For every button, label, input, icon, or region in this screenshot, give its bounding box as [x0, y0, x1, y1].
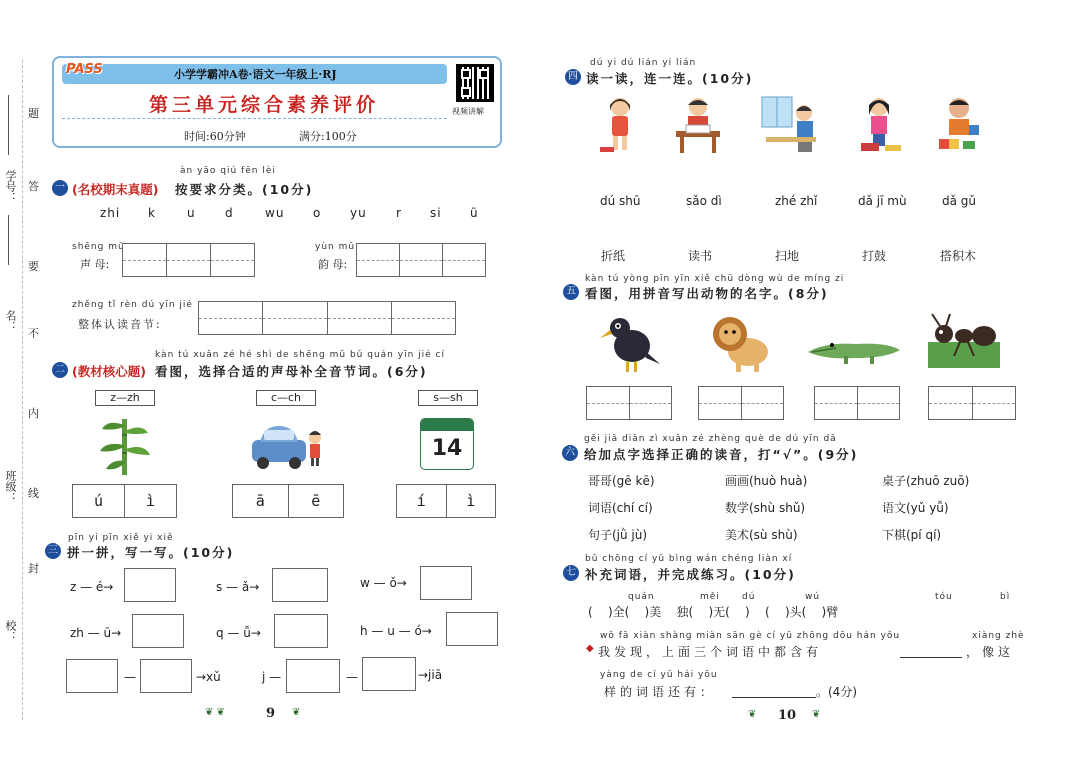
- s3-prompt: s — ǎ→: [216, 580, 260, 594]
- blank-pinyin: dú: [742, 592, 756, 602]
- syllable: d: [225, 206, 234, 220]
- s3-answer-box[interactable]: [274, 614, 328, 648]
- class-label: 班级：: [4, 470, 17, 503]
- answer-blank[interactable]: [732, 697, 816, 698]
- sprout-icon: ❦: [812, 709, 821, 720]
- margin-label: 答: [28, 180, 39, 193]
- bamboo-image: [100, 415, 150, 477]
- reading-choice[interactable]: 语文(yǔ yǚ): [882, 501, 949, 515]
- s7-pinyin: bǔ chōng cí yǔ bìng wán chéng liàn xí: [585, 554, 793, 564]
- pair-label: c—ch: [256, 390, 316, 406]
- qr-code-icon[interactable]: [456, 64, 494, 102]
- yunmu-label: 韵 母:: [318, 258, 348, 271]
- s3-prompt: q — ǚ→: [216, 626, 261, 640]
- reading-choice[interactable]: 下棋(pí qí): [882, 528, 942, 542]
- question-text: ，像这: [966, 645, 1015, 659]
- reading-choice[interactable]: 美术(sù shù): [725, 528, 798, 542]
- s5-pinyin: kàn tú yòng pīn yīn xiě chū dòng wù de míng zi: [585, 274, 845, 284]
- school-label: 校：: [4, 620, 17, 642]
- blank-pinyin: quán: [628, 592, 655, 602]
- s1-tag: (名校期末真题): [72, 182, 159, 197]
- student-id-blank[interactable]: [8, 215, 9, 265]
- page-number-right: 10: [778, 708, 797, 723]
- s1-pinyin: àn yāo qiú fēn lèi: [180, 166, 276, 176]
- section-number: 七: [563, 565, 579, 581]
- margin-blank[interactable]: [8, 95, 9, 155]
- s3-answer-box[interactable]: [362, 657, 416, 691]
- answer-blank[interactable]: [900, 657, 962, 658]
- question-pinyin: yàng de cí yǔ hái yǒu: [600, 670, 718, 680]
- s3-answer-box[interactable]: [420, 566, 472, 600]
- word-pinyin: dǎ jī mù: [858, 194, 907, 208]
- s3-answer-box[interactable]: [66, 659, 118, 693]
- syllable: o: [313, 206, 322, 220]
- margin-label: 线: [28, 487, 39, 500]
- tone-cell[interactable]: ā: [233, 485, 289, 517]
- margin-label: 要: [28, 260, 39, 273]
- score-label: 满分:100分: [299, 130, 357, 143]
- zhengti-pinyin: zhěng tǐ rèn dú yīn jié: [72, 300, 193, 310]
- s2-tag: (教材核心题): [72, 364, 146, 379]
- reading-choice[interactable]: 桌子(zhuō zuō): [882, 474, 970, 488]
- s3-prompt: z — é→: [70, 580, 114, 594]
- girl-folding-paper-image: [598, 95, 644, 155]
- tone-answer-box[interactable]: [232, 484, 344, 518]
- section-number: 一: [52, 180, 68, 196]
- blank-pinyin: wú: [805, 592, 821, 602]
- left-margin: [0, 0, 50, 763]
- reading-choice[interactable]: 词语(chí cí): [588, 501, 653, 515]
- crow-image: [600, 310, 660, 375]
- header-card: [52, 56, 502, 148]
- zhengti-answer-grid[interactable]: [198, 301, 456, 335]
- tone-answer-box[interactable]: [72, 484, 177, 518]
- question-text: 样的词语还有：: [604, 685, 717, 699]
- s3-prompt: h — u — ó→: [360, 624, 432, 638]
- lion-image: [706, 310, 774, 375]
- girl-sweeping-image: [760, 95, 822, 155]
- shengmu-label: 声 母:: [80, 258, 110, 271]
- section-number: 五: [563, 284, 579, 300]
- s5-title: 看图，用拼音写出动物的名字。(8分): [585, 286, 829, 301]
- dash: —: [346, 670, 358, 684]
- s3-answer-box[interactable]: [272, 568, 328, 602]
- s6-pinyin: gěi jiā diǎn zì xuǎn zé zhèng què de dú yīn dǎ: [584, 434, 837, 444]
- s4-title: 读一读，连一连。(10分): [586, 71, 754, 86]
- reading-choice[interactable]: 数学(shù shǔ): [725, 501, 806, 515]
- pair-label: z—zh: [95, 390, 155, 406]
- shengmu-answer-grid[interactable]: [122, 243, 255, 277]
- word-hanzi: 折纸: [601, 249, 626, 263]
- s6-title: 给加点字选择正确的读音，打“√”。(9分): [584, 447, 859, 462]
- reading-choice[interactable]: 哥哥(gē kē): [588, 474, 655, 488]
- time-label: 时间:60分钟: [184, 130, 246, 143]
- word-pinyin: zhé zhǐ: [775, 194, 818, 208]
- zhengti-label: 整体认读音节:: [78, 318, 162, 331]
- dash: —: [124, 670, 136, 684]
- fold-line: [22, 60, 23, 720]
- girl-drumming-image: [855, 95, 907, 155]
- word-pinyin: dú shū: [600, 194, 641, 208]
- section-number: 二: [52, 362, 68, 378]
- s3-answer-box[interactable]: [124, 568, 176, 602]
- word-pinyin: dǎ gǔ: [942, 194, 977, 208]
- sprout-icon: ❦: [748, 709, 757, 720]
- margin-label: 不: [28, 327, 39, 340]
- syllable: zhi: [100, 206, 121, 220]
- diamond-icon: ◆: [586, 643, 594, 654]
- student-id-label: 学号：: [4, 170, 17, 203]
- margin-label: 内: [28, 407, 39, 420]
- reading-choice[interactable]: 画画(huò huà): [725, 474, 808, 488]
- s3-title: 拼一拼，写一写。(10分): [67, 545, 235, 560]
- word-hanzi: 读书: [688, 249, 713, 263]
- word-hanzi: 搭积木: [940, 249, 977, 263]
- sprout-icon: ❦ ❦: [205, 707, 225, 718]
- syllable: ü: [470, 206, 479, 220]
- blank-pinyin: měi: [700, 592, 720, 602]
- question-text: 。(4分): [816, 685, 857, 699]
- animal-answer-grid[interactable]: [814, 386, 900, 420]
- name-label: 名：: [4, 310, 17, 332]
- syllable: u: [187, 206, 196, 220]
- boy-reading-image: [670, 95, 726, 155]
- yunmu-answer-grid[interactable]: [356, 243, 486, 277]
- s3-answer-box[interactable]: [140, 659, 192, 693]
- animal-answer-grid[interactable]: [586, 386, 672, 420]
- s3-answer-box[interactable]: [446, 612, 498, 646]
- syllable: r: [396, 206, 402, 220]
- syllable: k: [148, 206, 156, 220]
- tone-cell[interactable]: ú: [73, 485, 125, 517]
- word-pinyin: sǎo dì: [686, 194, 722, 208]
- calendar-icon: [420, 418, 474, 470]
- qr-caption: 视频讲解: [452, 107, 484, 116]
- question-pinyin: wǒ fā xiàn shàng miàn sān gè cí yǔ zhōng dōu hán yǒu: [600, 631, 901, 641]
- margin-label: 题: [28, 107, 39, 120]
- s3-result: →xǔ: [196, 670, 221, 684]
- page-number-left: 9: [266, 706, 276, 721]
- s3-prompt: zh — ū→: [70, 626, 122, 640]
- tone-cell[interactable]: ì: [145, 492, 156, 510]
- section-number: 四: [565, 69, 581, 85]
- question-text: 我发现，上面三个词语中都含有: [598, 645, 823, 659]
- tone-cell[interactable]: í: [397, 485, 447, 517]
- pair-label: s—sh: [418, 390, 478, 406]
- s3-result: →jiā: [418, 668, 443, 682]
- ant-image: [928, 312, 1000, 368]
- s1-title: 按要求分类。(10分): [175, 182, 314, 197]
- s3-pinyin: pīn yi pīn xiě yi xiě: [68, 533, 174, 543]
- shengmu-pinyin: shēng mǔ: [72, 242, 125, 252]
- s7-title: 补充词语，并完成练习。(10分): [585, 567, 796, 582]
- crocodile-image: [806, 330, 902, 370]
- syllable: si: [430, 206, 442, 220]
- tone-answer-box[interactable]: [396, 484, 496, 518]
- section-number: 三: [45, 543, 61, 559]
- idiom-blanks[interactable]: ( )全( )美 独( )无( ) ( )头( )臂: [588, 605, 839, 619]
- word-hanzi: 扫地: [775, 249, 800, 263]
- s2-title: 看图，选择合适的声母补全音节词。(6分): [155, 364, 428, 379]
- s3-prompt: w — ǒ→: [360, 576, 407, 590]
- s3-prompt: j —: [262, 670, 282, 684]
- divider: [62, 118, 447, 119]
- s4-pinyin: dú yi dú lián yi lián: [590, 58, 697, 68]
- boy-building-blocks-image: [933, 95, 989, 155]
- sprout-icon: ❦: [292, 707, 301, 718]
- s3-answer-box[interactable]: [132, 614, 184, 648]
- tone-cell[interactable]: ē: [311, 492, 321, 510]
- syllable: wu: [265, 206, 285, 220]
- s3-answer-box[interactable]: [286, 659, 340, 693]
- page-title: 第三单元综合素养评价: [149, 94, 380, 116]
- pass-logo: PASS: [66, 62, 103, 77]
- animal-answer-grid[interactable]: [928, 386, 1016, 420]
- syllable: yu: [350, 206, 367, 220]
- s2-pinyin: kàn tú xuǎn zé hé shì de shēng mǔ bǔ quán yīn jié cí: [155, 350, 445, 360]
- question-pinyin: xiàng zhè: [972, 631, 1025, 641]
- calendar-date: 14: [431, 436, 463, 461]
- yunmu-pinyin: yùn mǔ: [315, 242, 356, 252]
- word-hanzi: 打鼓: [862, 249, 887, 263]
- animal-answer-grid[interactable]: [698, 386, 784, 420]
- reading-choice[interactable]: 句子(jǜ jù): [588, 528, 648, 542]
- series-label: 小学学霸冲A卷·语文一年级上·RJ: [174, 68, 337, 81]
- margin-label: 封: [28, 562, 39, 575]
- car-image: [248, 420, 328, 472]
- tone-cell[interactable]: ì: [466, 492, 476, 510]
- section-number: 六: [562, 445, 578, 461]
- blank-pinyin: bì: [1000, 592, 1011, 602]
- blank-pinyin: tóu: [935, 592, 953, 602]
